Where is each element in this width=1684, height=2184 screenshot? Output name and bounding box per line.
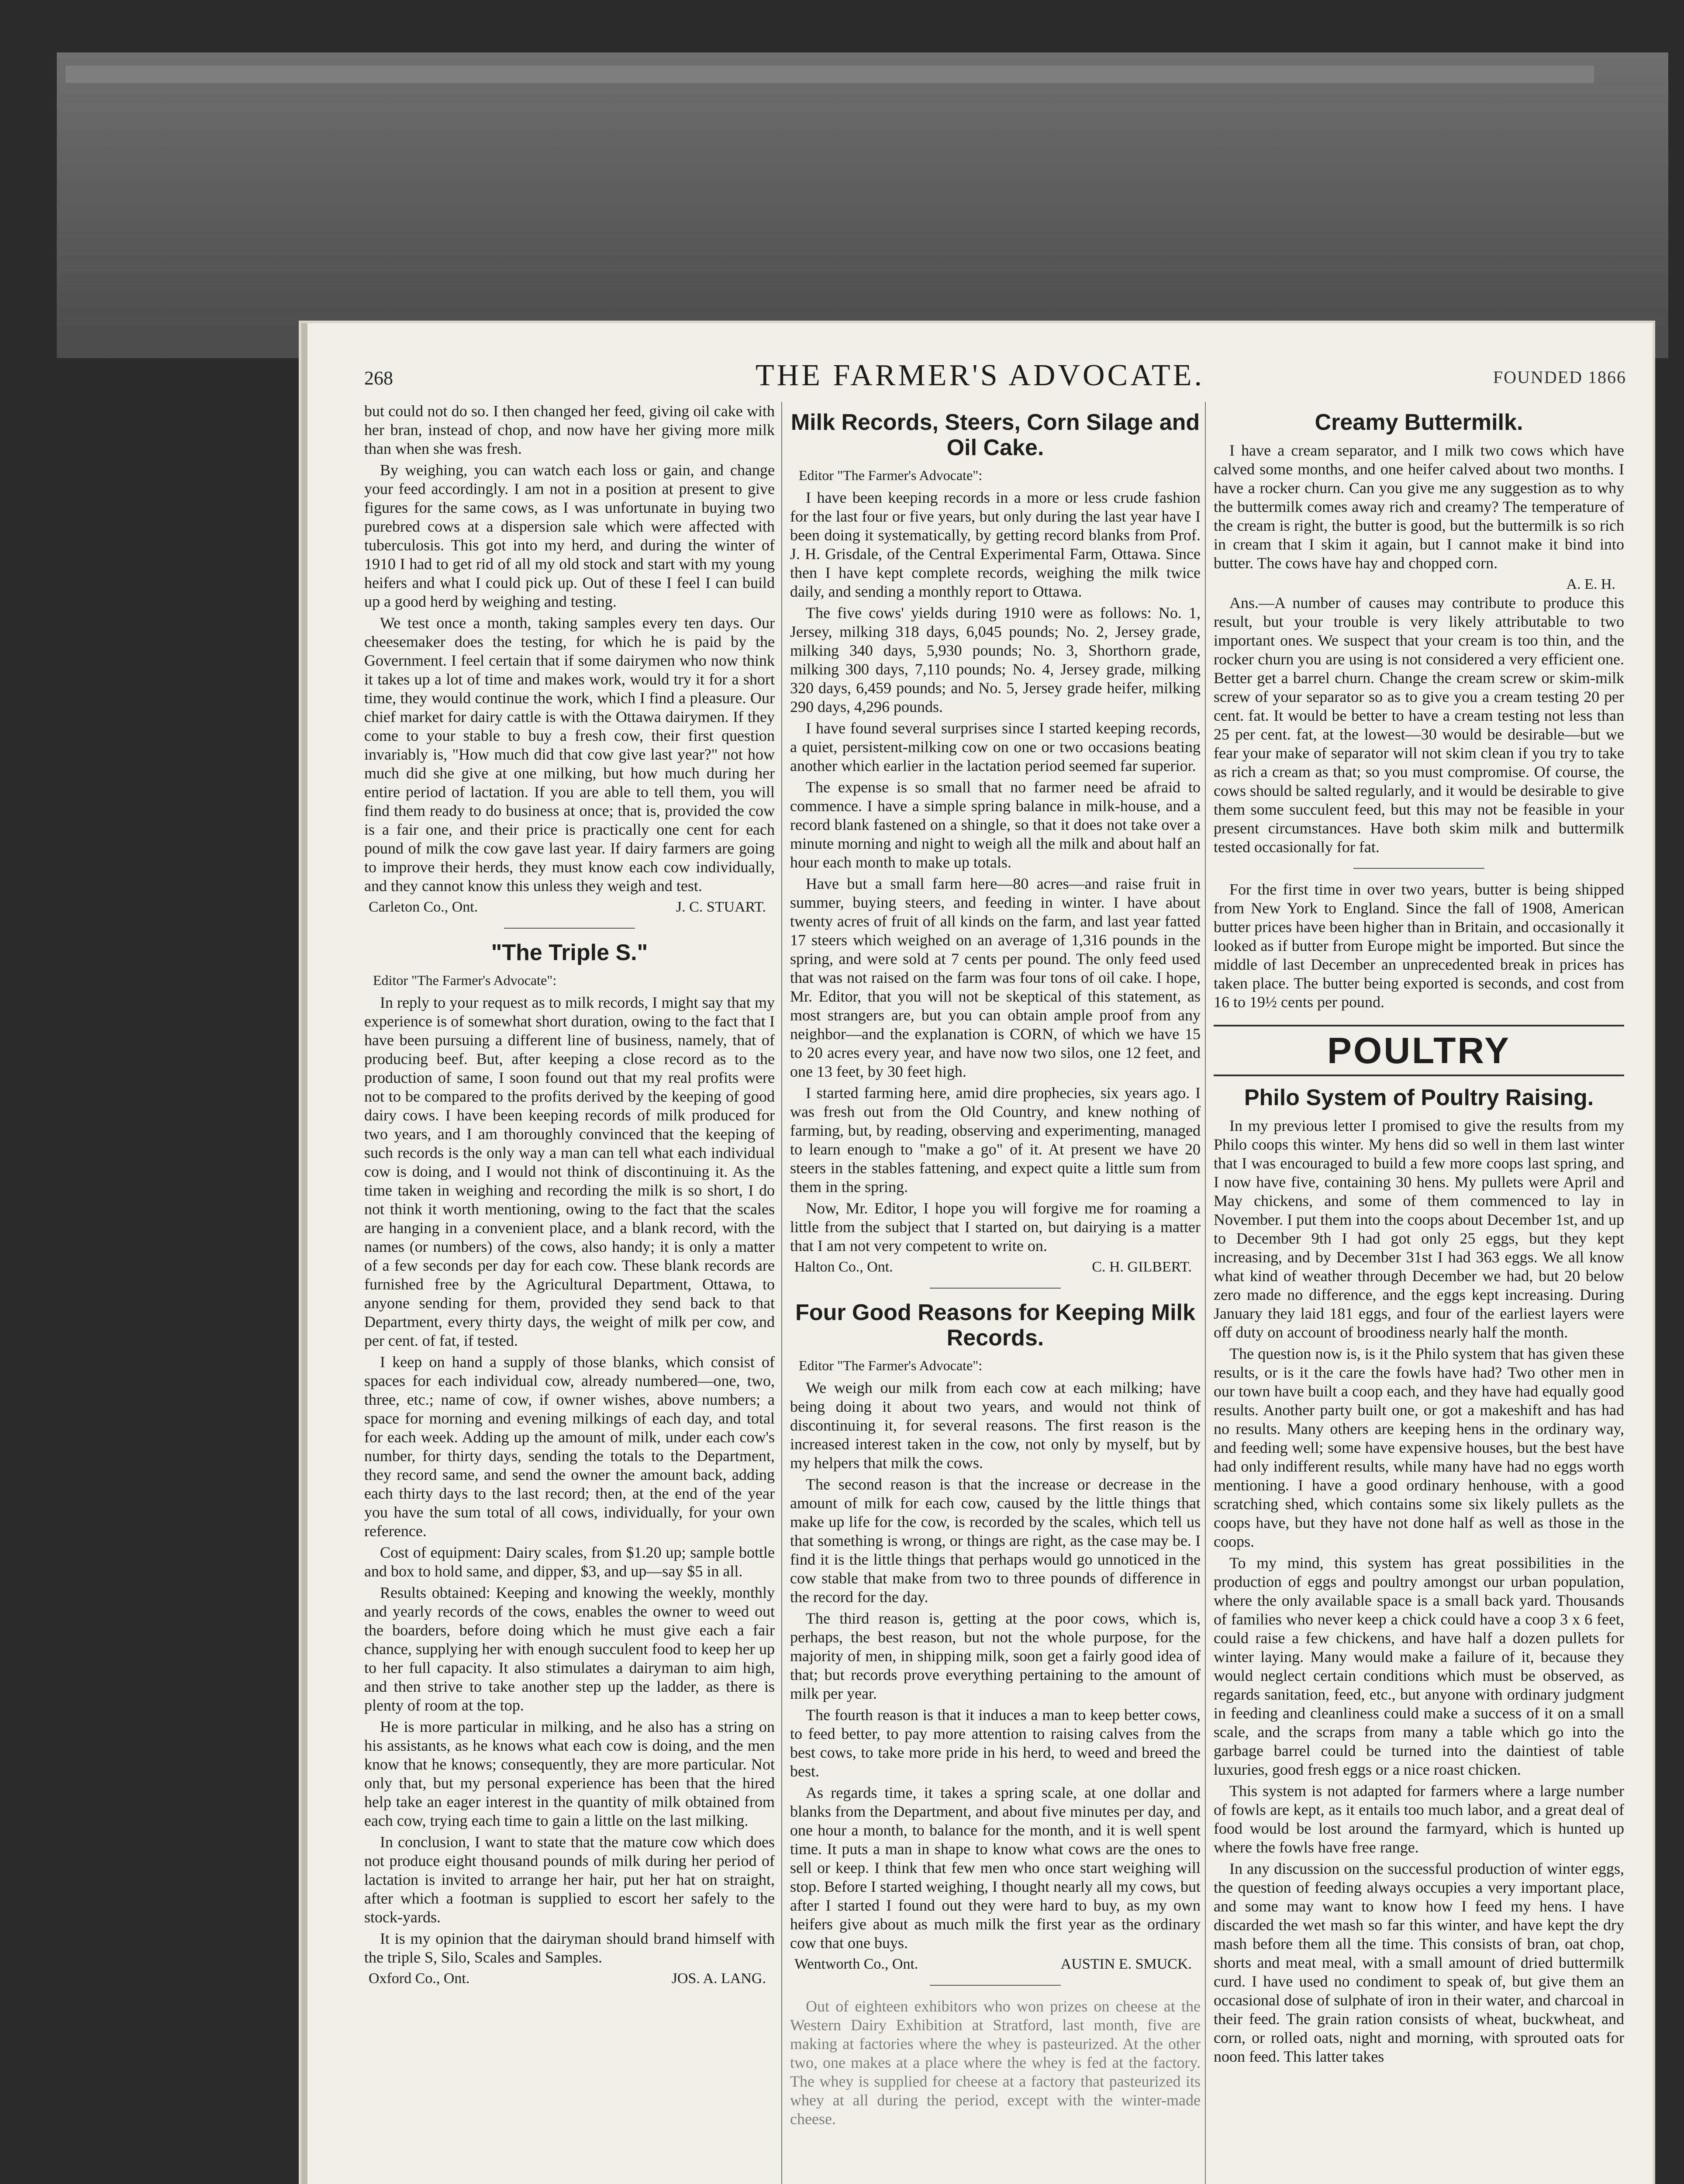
section-heading-poultry: POULTRY — [1214, 1025, 1624, 1076]
article-paragraph: The expense is so small that no farmer need be afraid to commence. I have a simple spring balance in milk-house, and a record blank fastened on a shingle, so that it does not take over a minute morning and night to weigh all the milk and about half an hour each month to make up totals. — [790, 778, 1201, 871]
article-title: Milk Records, Steers, Corn Silage and Oil Cake. — [790, 410, 1200, 460]
column-3 — [1214, 402, 1624, 2184]
section-separator — [1353, 868, 1484, 869]
article-paragraph: He is more particular in milking, and he also has a string on his assistants, as he knows what each cow is doing, and the men know that he knows; consequently, they are more particular. Not only that, but my personal experience has been that the hired help take an eager interest in the quantity of milk obtained from each cow, trying each time to gain a little on the last milking. — [364, 1718, 775, 1829]
article-paragraph: We weigh our milk from each cow at each milking; have being doing it about two years, and would not think of discontinuing it, for several reasons. The first reason is the increased interest taken in the cow, not only by myself, but by my helpers that milk the cows. — [790, 1379, 1201, 1472]
signature — [790, 1955, 1201, 1973]
signature — [1214, 575, 1624, 594]
newspaper-page — [301, 323, 1653, 2184]
signature-name: AUSTIN E. SMUCK. — [1060, 1956, 1192, 1972]
article-paragraph: The second reason is that the increase or decrease in the amount of milk for each cow, caused by the little things that make up life for the cow, is recorded by the scales, which tell us that something is wrong, or things are right, as the case may be. I find it is the little things that perhaps would go unnoticed in the cow stable that make from two to three pounds of difference in the record for the day. — [790, 1476, 1201, 1606]
article-paragraph: This system is not adapted for farmers where a large number of fowls are kept, as it entails too much labor, and a great deal of food would be lost around the farmyard, which is hunted up where the fowls have free range. — [1214, 1782, 1624, 1856]
article-paragraph: but could not do so. I then changed her feed, giving oil cake with her bran, instead of chop, and now have her giving more milk than when she was fresh. — [364, 402, 775, 457]
answer-paragraph: Ans.—A number of causes may contribute to produce this result, but your trouble is very likely attributable to two important ones. We suspect that your cream is too thin, and the rocker churn you are using is not considered a very efficient one. Better get a barrel churn. Change the cream screw or skim-milk screw of your separator so as to give you a cream testing 20 per cent. fat. It would be better to have a cream testing not less than 25 per cent. fat, at the lowest—30 would be desirable—but we fear your make of separator will not skim clean if you try to take as rich a cream as that; so you must compromise. Of course, the cows should be salted regularly, and it would be desirable to give them some succulent feed, but this may not be feasible in your present circumstances. Have both skim milk and buttermilk tested occasionally for fat. — [1214, 594, 1624, 856]
article-paragraph: The question now is, is it the Philo system that has given these results, or is it the care the fowls have had? Two other men in our town have built a coop each, and they have had equally good results. Another party built one, or got a makeshift and has had no results. Many others are keeping hens in the ordinary way, and feeding well; some have expensive houses, but the best have had only indifferent results, while many have had no eggs worth mentioning. I have a good ordinary henhouse, with a good scratching shed, which contains some six likely pullets as the coops have, but they have not done half as well as those in the coops. — [1214, 1345, 1624, 1550]
article-paragraph: In my previous letter I promised to give the results from my Philo coops this winter. My hens did so well in them last winter that I was encouraged to build a few more coops last spring, and I now have five, containing 30 hens. My pullets were April and May chickens, and some of them commenced to lay in November. I put them into the coops about December 1st, and up to December 9th I had got only 25 eggs, but they kept increasing, and by December 31st I had 363 eggs. We all know what kind of weather through December we had, but 20 below zero made no difference, and the eggs kept increasing. During January they laid 181 eggs, and four of the earliest layers were off duty on account of broodiness nearly half the month. — [1214, 1117, 1624, 1341]
column-2 — [790, 402, 1201, 2184]
signature-name: J. C. STUART. — [676, 899, 766, 915]
section-separator — [504, 928, 635, 929]
article-paragraph: I have a cream separator, and I milk two cows which have calved some months, and one heifer calved about two months. I have a rocker churn. Can you give me any suggestion as to why the buttermilk comes away rich and creamy? The temperature of the cream is right, the butter is good, but the buttermilk is so rich in cream that I skim it again, but I cannot make it bind into butter. The cows have hay and chopped corn. — [1214, 442, 1624, 572]
article-title: Creamy Buttermilk. — [1315, 410, 1523, 435]
article-paragraph: In any discussion on the successful production of winter eggs, the question of feeding always occupies a very important place, and some may want to know how I feed my hens. I have discarded the wet mash so far this winter, and have kept the dry mash before them all the time. This consists of bran, oat chop, shorts and meat meal, with a small amount of dried buttermilk curd. I have used no condiment to speak of, but give them an occasional dose of sulphate of iron in their water, and charcoal in their feed. The grain ration consists of wheat, buckwheat, and corn, or rolled oats, night and morning, with sprouted oats for noon feed. This latter takes — [1214, 1860, 1624, 2065]
article-paragraph: We test once a month, taking samples every ten days. Our cheesemaker does the testing, for which he is paid by the Government. I feel certain that if some dairymen who now think it takes up a lot of time and makes work, would try it for a short time, they would continue the work, which I find a pleasure. Our chief market for dairy cattle is with the Ottawa dairymen. If they come to your stable to buy a fresh cow, their first question invariably is, "How much did that cow give last year?" not how much did she give at one milking, but how much during her entire period of lactation. If you are able to tell them, you will find them ready to do business at once; that is, provided the cow is a fair one, and their price is practically one cent for each pound of milk the cow gave last year. If dairy farmers are going to improve their herds, they must know each cow individually, and they cannot know this unless they weigh and test. — [364, 614, 775, 895]
article-paragraph: In reply to your request as to milk records, I might say that my experience is of somewhat short duration, owing to the fact that I have been pursuing a different line of business, namely, that of producing beef. But, after keeping a close record as to the production of same, I soon found out that my real profits were not to be compared to the profits derived by the keeping of good dairy cows. I have been keeping records of milk produced for two years, and I am thoroughly convinced that the keeping of such records is the only way a man can tell what each individual cow is doing, and I would not think of discontinuing it. As the time taken in weighing and recording the milk is so short, I do not think it worth mentioning, owing to the fact that the scales are hanging in a convenient place, and a blank record, with the names (or numbers) of the cows, also handy; it is only a matter of a few seconds per day for each cow. These blank records are furnished free by the Agricultural Department, Ottawa, to anyone sending for them, provided they send back to that Department, every thirty days, the weight of milk per cow, and per cent. of fat, if tested. — [364, 994, 775, 1349]
editor-salutation: Editor "The Farmer's Advocate": — [373, 972, 557, 988]
page-header — [307, 349, 1653, 402]
news-note: For the first time in over two years, butter is being shipped from New York to England. Since the fall of 1908, American butter prices have been higher than in Britain, and occasionally it looked as if butter from Europe might be imported. But since the middle of last December an unprecedented break in prices has taken place. The butter being exported is seconds, and cost from 16 to 19½ cents per pound. — [1214, 881, 1624, 1011]
page-number: 268 — [364, 367, 393, 389]
article-paragraph: The third reason is, getting at the poor cows, which is, perhaps, the best reason, but not the whole purpose, for the majority of men, in shipping milk, soon get a fairly good idea of that; but records prove everything pertaining to the amount of milk per year. — [790, 1610, 1201, 1702]
article-paragraph: Cost of equipment: Dairy scales, from $1.20 up; sample bottle and box to hold same, and dipper, $3, and up—say $5 in all. — [364, 1544, 775, 1580]
signature-place: Oxford Co., Ont. — [369, 1970, 470, 1987]
signature — [364, 1970, 775, 1988]
article-paragraph: Have but a small farm here—80 acres—and raise fruit in summer, buying steers, and feeding in winter. I have about twenty acres of fruit of all kinds on the farm, and last year fatted 17 steers which weighed on an average of 1,316 pounds in the spring, and were sold at 7 cents per pound. The only feed used that was not raised on the farm was four tons of oil cake. I hope, Mr. Editor, that you will not be skeptical of this statement, as most strangers are, but you can obtain ample proof from any neighbor—and the explanation is CORN, of which we have 15 to 20 acres every year, and have now two silos, one 12 feet, and one 13 feet, by 30 feet high. — [790, 875, 1201, 1080]
column-rule — [781, 402, 782, 2184]
article-paragraph: In conclusion, I want to state that the mature cow which does not produce eight thousand pounds of milk during her period of lactation is invited to arrange her hair, put her hat on straight, after which a footman is supplied to escort her safely to the stock-yards. — [364, 1833, 775, 1926]
article-paragraph: I started farming here, amid dire prophecies, six years ago. I was fresh out from the Old Country, and knew nothing of farming, but, by reading, observing and experimenting, managed to learn enough to "make a go" of it. At present we have 20 steers in the stables fattening, and expect quite a little sum from them in the spring. — [790, 1084, 1201, 1196]
signature-place: Wentworth Co., Ont. — [794, 1956, 918, 1972]
section-separator — [930, 1288, 1061, 1289]
article-paragraph: I keep on hand a supply of those blanks, which consist of spaces for each individual cow, already numbered—one, two, three, etc.; name of cow, if owner wishes, above numbers; a space for morning and evening milkings of each day, and total for each week. Adding up the amount of milk, under each cow's number, for thirty days, sending the totals to the Department, they record same, and send the owner the amount back, adding each thirty days to the last record; then, at the end of the year you have the sum total of all cows, individually, for your own reference. — [364, 1353, 775, 1540]
article-title: Philo System of Poultry Raising. — [1244, 1085, 1594, 1110]
article-paragraph: The five cows' yields during 1910 were as follows: No. 1, Jersey, milking 318 days, 6,045 pounds; No. 2, Jersey grade, milking 340 days, 5,930 pounds; No. 3, Shorthorn grade, milking 300 days, 7,110 pounds; No. 4, Jersey grade, milking 320 days, 6,459 pounds; and No. 5, Jersey grade heifer, milking 290 days, 4,296 pounds. — [790, 604, 1201, 715]
article-paragraph: The fourth reason is that it induces a man to keep better cows, to feed better, to pay more attention to raising calves from the best cows, to take more pride in his herd, to weed and breed the best. — [790, 1706, 1201, 1780]
editor-salutation: Editor "The Farmer's Advocate": — [799, 1358, 983, 1373]
signature-name: JOS. A. LANG. — [671, 1970, 766, 1987]
news-note: Out of eighteen exhibitors who won prizes on cheese at the Western Dairy Exhibition at Stratford, last month, five are making at factories where the whey is pasteurized. At the other two, one makes at a place where the whey is fed at the factory. The whey is supplied for cheese at a factory that pasteurized its whey at all during the period, except with the winter-made cheese. — [790, 1997, 1201, 2128]
editor-salutation: Editor "The Farmer's Advocate": — [799, 467, 983, 483]
article-paragraph: It is my opinion that the dairyman should brand himself with the triple S, Silo, Scales and Samples. — [364, 1930, 775, 1966]
article-title: Four Good Reasons for Keeping Milk Records. — [795, 1300, 1195, 1351]
article-paragraph: I have been keeping records in a more or less crude fashion for the last four or five years, but only during the last year have I been doing it systematically, by getting record blanks from Prof. J. H. Grisdale, of the Central Experimental Farm, Ottawa. Since then I have kept complete records, weighing the milk twice daily, and sending a monthly report to Ottawa. — [790, 489, 1201, 600]
column-1 — [364, 402, 775, 2184]
signature-name: C. H. GILBERT. — [1092, 1259, 1192, 1275]
signature-place: Halton Co., Ont. — [794, 1259, 893, 1275]
founded-label: FOUNDED 1866 — [1493, 367, 1626, 387]
article-paragraph: By weighing, you can watch each loss or gain, and change your feed accordingly. I am not in a position at present to give figures for the same cows, as I was unfortunate in buying two purebred cows at a dispersion sale which were affected with tuberculosis. This got into my herd, and during the winter of 1910 I had to get rid of all my old stock and start with my young heifers and what I could pick up. Out of these I feel I can build up a good herd by weighing and testing. — [364, 461, 775, 610]
article-title: "The Triple S." — [491, 940, 648, 965]
article-paragraph: I have found several surprises since I started keeping records, a quiet, persistent-milking cow on one or two occasions beating another which earlier in the lactation period seemed far superior. — [790, 719, 1201, 774]
paper-title: THE FARMER'S ADVOCATE. — [755, 359, 1205, 392]
article-paragraph: Now, Mr. Editor, I hope you will forgive me for roaming a little from the subject that I started on, but dairying is a matter that I am not very competent to write on. — [790, 1199, 1201, 1254]
column-rule — [1205, 402, 1206, 2184]
signature — [790, 1258, 1201, 1276]
signature — [364, 898, 775, 916]
article-paragraph: To my mind, this system has great possibilities in the production of eggs and poultry amongst our urban population, where the only available space is a small back yard. Thousands of families who never keep a chick could have a coop 3 x 6 feet, could raise a few chickens, and have half a dozen pullets for winter laying. Many would make a failure of it, because they would neglect certain conditions which must be observed, as regards sanitation, feed, etc., but anyone with ordinary judgment in feeding and cleanliness could make a success of it on a small scale, and the scraps from many a table which go into the garbage barrel could be turned into the daintiest of table luxuries, good fresh eggs or a nice roast chicken. — [1214, 1554, 1624, 1778]
background-page-edge — [57, 52, 1668, 358]
signature-place: Carleton Co., Ont. — [369, 899, 478, 915]
section-separator — [930, 1985, 1061, 1986]
article-paragraph: Results obtained: Keeping and knowing the weekly, monthly and yearly records of the cows, enables the owner to weed out the boarders, before doing which he must give each a fair chance, supplying her with enough succulent food to keep her up to her full capacity. It also stimulates a dairyman to aim high, and then strive to take another step up the ladder, as there is plenty of room at the top. — [364, 1584, 775, 1714]
article-paragraph: As regards time, it takes a spring scale, at one dollar and blanks from the Department, and about five minutes per day, and one hour a month, to balance for the month, and it is well spent time. It puts a man in shape to know what cows are the ones to sell or keep. I think that few men who once start weighing will stop. Before I started weighing, I thought nearly all my cows, but after I started I found out they were hard to buy, as my own heifers give about as much milk the first year as the ordinary cow that one buys. — [790, 1784, 1201, 1952]
background-page-strip — [66, 66, 1594, 83]
signature-name: A. E. H. — [1566, 576, 1615, 592]
